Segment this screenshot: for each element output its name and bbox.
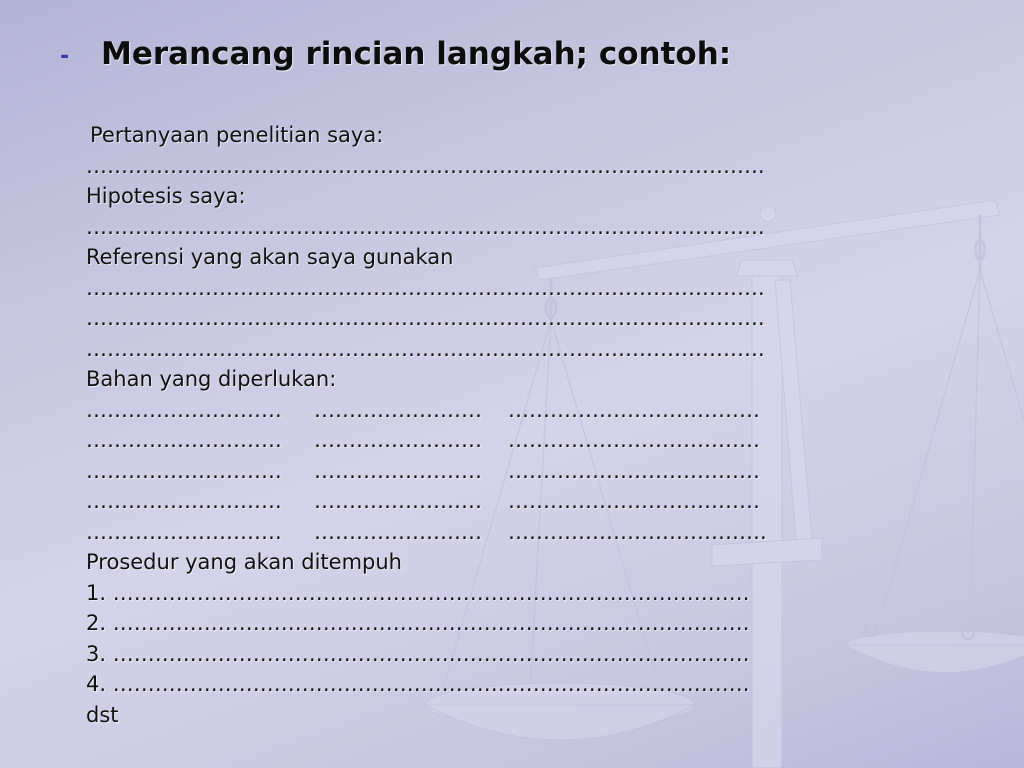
procedure-step-4: 4. ………………………………………………………………………………. (86, 672, 750, 696)
procedure-step-1: 1. ………………………………………………………………………………. (86, 580, 750, 605)
materials-blank: ……………………………… (508, 397, 760, 422)
slide-title: Merancang rincian langkah; contoh: (101, 36, 732, 72)
materials-row-5 (86, 517, 786, 548)
slide-body (86, 120, 786, 730)
reference-blank-3: ……………………………………………………………………………………. (86, 336, 765, 361)
materials-row-3 (86, 456, 786, 487)
procedure-etc: dst (86, 702, 119, 727)
materials-blank: ………………………. (86, 519, 282, 544)
reference-blank-2: ……………………………………………………………………………………. (86, 306, 765, 330)
title-bullet: - (60, 44, 70, 69)
procedure-step-2: 2. ………………………………………………………………………………. (86, 611, 750, 635)
materials-blank: …………………… (314, 458, 482, 483)
materials-blank: …………………… (314, 428, 482, 452)
materials-blank: ………………………………. (508, 519, 767, 544)
hypothesis-blank: ……………………………………………………………………………………. (86, 214, 765, 239)
procedure-label: Prosedur yang akan ditempuh (86, 550, 402, 574)
materials-row-4 (86, 486, 786, 517)
research-question-blank: ……………………………………………………………………………………. (86, 153, 765, 178)
materials-blank: …………………… (314, 519, 482, 544)
materials-blank: ……………………………… (508, 458, 760, 483)
materials-blank: ………………………. (86, 428, 282, 452)
references-label: Referensi yang akan saya gunakan (86, 245, 454, 269)
materials-blank: ………………………. (86, 458, 282, 483)
procedure-step-3: 3. ………………………………………………………………………………. (86, 641, 750, 666)
materials-label: Bahan yang diperlukan: (86, 367, 337, 391)
materials-blank: ……………………………… (508, 489, 760, 513)
materials-blank: …………………… (314, 397, 482, 422)
hypothesis-label: Hipotesis saya: (86, 184, 246, 208)
materials-blank: ………………………. (86, 489, 282, 513)
materials-row-1 (86, 395, 786, 426)
materials-blank: …………………… (314, 489, 482, 513)
materials-row-2 (86, 425, 786, 456)
reference-blank-1: ……………………………………………………………………………………. (86, 275, 765, 300)
materials-blank: ……………………………… (508, 428, 760, 452)
materials-blank: ………………………. (86, 397, 282, 422)
research-question-label: Pertanyaan penelitian saya: (90, 123, 384, 147)
